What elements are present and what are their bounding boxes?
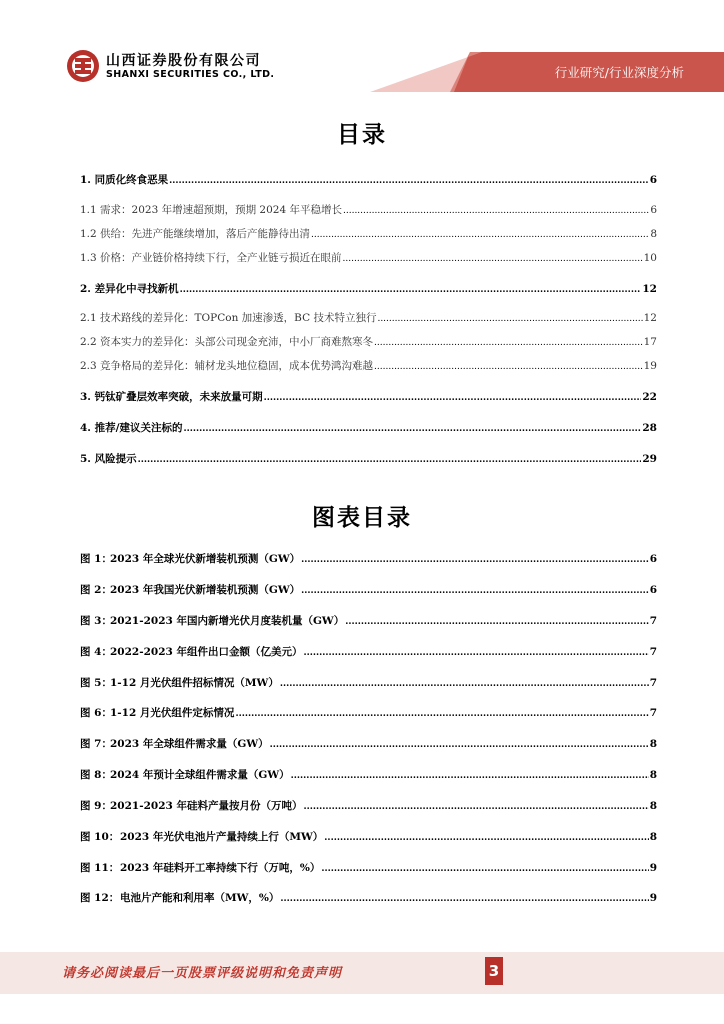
figure-page: 8	[649, 800, 657, 812]
leader-dots	[374, 362, 643, 372]
figure-entry-text	[80, 644, 302, 659]
leader-dots	[180, 285, 642, 295]
toc-entry-page: 29	[642, 453, 657, 465]
leader-dots	[321, 864, 648, 874]
figure-label: 1-12 月光伏组件招标情况（MW）	[110, 677, 279, 689]
page-number: 3	[485, 957, 503, 985]
figure-page: 7	[649, 677, 657, 689]
company-name-cn: 山西证券股份有限公司	[106, 53, 261, 69]
figure-label: 2023 年光伏电池片产量持续上行（MW）	[120, 831, 324, 843]
leader-dots	[311, 230, 649, 240]
leader-dots	[301, 555, 649, 565]
toc-entry-label: 2. 差异化中寻找新机	[80, 283, 179, 295]
toc-entry-label: 1.2 供给：先进产能继续增加，落后产能静待出清	[80, 228, 311, 240]
section-label: 行业研究/行业深度分析	[554, 65, 684, 80]
figure-entry[interactable]	[80, 613, 657, 631]
figure-label: 2024 年预计全球组件需求量（GW）	[110, 769, 290, 781]
figure-list-title: 图表目录	[312, 504, 412, 531]
figure-number: 图 12：	[80, 892, 120, 904]
toc-title: 目录	[337, 121, 387, 148]
toc-entry-page: 10	[643, 252, 657, 264]
toc-entry[interactable]	[80, 202, 657, 220]
figure-label: 1-12 月光伏组件定标情况	[110, 707, 235, 719]
figure-entry[interactable]	[80, 798, 657, 816]
figure-entry[interactable]	[80, 829, 657, 847]
figure-page: 8	[649, 769, 657, 781]
figure-label: 电池片产能和利用率（MW，%）	[120, 892, 280, 904]
toc-entry-label: 2.2 资本实力的差异化：头部公司现金充沛，中小厂商难熬寒冬	[80, 336, 374, 348]
leader-dots	[280, 679, 649, 689]
figure-number: 图 5：	[80, 677, 112, 689]
leader-dots	[374, 338, 643, 348]
figure-entry[interactable]	[80, 860, 657, 878]
leader-dots	[343, 206, 649, 216]
leader-dots	[377, 314, 642, 324]
figure-number: 图 3：	[80, 615, 112, 627]
figure-label: 2022-2023 年组件出口金额（亿美元）	[110, 646, 303, 658]
leader-dots	[301, 586, 649, 596]
toc-entry-label: 1.3 价格：产业链价格持续下行，全产业链亏损近在眼前	[80, 252, 342, 264]
toc-entry[interactable]	[80, 250, 657, 268]
figure-label: 2023 年硅料开工率持续下行（万吨，%）	[120, 862, 321, 874]
figure-number: 图 6：	[80, 707, 112, 719]
figure-page: 9	[649, 862, 657, 874]
toc-entry[interactable]	[80, 420, 657, 438]
toc-entry[interactable]	[80, 226, 657, 244]
page-header	[0, 0, 724, 92]
toc-entry-page: 17	[643, 336, 657, 348]
figure-page: 8	[649, 831, 657, 843]
toc-entry-page: 6	[650, 204, 657, 216]
figure-number: 图 11：	[80, 862, 120, 874]
figure-number: 图 7：	[80, 738, 112, 750]
leader-dots	[264, 393, 642, 403]
figure-entry-text	[80, 798, 302, 813]
toc-entry-page: 12	[643, 312, 657, 324]
figure-label: 2023 年全球光伏新增装机预测（GW）	[110, 553, 301, 565]
footer-disclaimer: 请务必阅读最后一页股票评级说明和免责声明	[62, 966, 343, 981]
toc-entry[interactable]	[80, 310, 657, 328]
figure-entry[interactable]	[80, 736, 657, 754]
toc-entry[interactable]	[80, 281, 657, 299]
toc-entry-page: 19	[643, 360, 657, 372]
figure-entry-text	[80, 860, 320, 875]
toc-entry[interactable]	[80, 172, 657, 190]
leader-dots	[280, 894, 648, 904]
figure-label: 2023 年我国光伏新增装机预测（GW）	[110, 584, 301, 596]
figure-entry-text	[80, 736, 269, 751]
figure-number: 图 10：	[80, 831, 120, 843]
toc-entry-page: 22	[642, 391, 657, 403]
figure-page: 8	[649, 738, 657, 750]
leader-dots	[345, 617, 648, 627]
leader-dots	[343, 254, 643, 264]
leader-dots	[138, 455, 642, 465]
leader-dots	[324, 833, 648, 843]
toc-entry-label: 2.1 技术路线的差异化：TOPCon 加速渗透，BC 技术特立独行	[80, 312, 377, 324]
figure-entry-text	[80, 613, 344, 628]
figure-number: 图 1：	[80, 553, 112, 565]
figure-entry-text	[80, 767, 290, 782]
figure-entry[interactable]	[80, 767, 657, 785]
toc-entry-page: 8	[650, 228, 657, 240]
figure-entry-text	[80, 675, 279, 690]
leader-dots	[235, 709, 648, 719]
leader-dots	[183, 424, 641, 434]
toc-entry-label: 2.3 竞争格局的差异化：辅材龙头地位稳固，成本优势鸿沟难越	[80, 360, 374, 372]
figure-entry[interactable]	[80, 675, 657, 693]
figure-page: 6	[649, 584, 657, 596]
leader-dots	[291, 771, 649, 781]
figure-entry-text	[80, 829, 323, 844]
toc-entry-label: 3. 钙钛矿叠层效率突破，未来放量可期	[80, 391, 263, 403]
toc-entry-label: 4. 推荐/建议关注标的	[80, 422, 183, 434]
figure-entry-text	[80, 705, 234, 720]
figure-entry-text	[80, 890, 279, 905]
figure-label: 2021-2023 年国内新增光伏月度装机量（GW）	[110, 615, 345, 627]
figure-page: 6	[649, 553, 657, 565]
figure-entry-text	[80, 582, 300, 597]
figure-entry[interactable]	[80, 582, 657, 600]
figure-number: 图 2：	[80, 584, 112, 596]
figure-entry[interactable]	[80, 705, 657, 723]
company-name-en: SHANXI SECURITIES CO., LTD.	[106, 69, 275, 80]
leader-dots	[169, 176, 649, 186]
figure-number: 图 8：	[80, 769, 112, 781]
figure-page: 7	[649, 646, 657, 658]
figure-entry[interactable]	[80, 644, 657, 662]
toc-entry-label: 1.1 需求：2023 年增速超预期，预期 2024 年平稳增长	[80, 204, 342, 216]
toc-entry[interactable]	[80, 389, 657, 407]
figure-page: 7	[649, 707, 657, 719]
toc-entry[interactable]	[80, 451, 657, 469]
figure-page: 7	[649, 615, 657, 627]
figure-entry[interactable]	[80, 551, 657, 569]
company-logo-icon	[66, 49, 100, 83]
toc-entry-label: 1. 同质化终食恶果	[80, 174, 169, 186]
figure-number: 图 4：	[80, 646, 112, 658]
toc-entry-page: 12	[642, 283, 657, 295]
figure-number: 图 9：	[80, 800, 112, 812]
leader-dots	[270, 740, 649, 750]
toc-entry-page: 6	[649, 174, 657, 186]
figure-label: 2023 年全球组件需求量（GW）	[110, 738, 269, 750]
toc-entry[interactable]	[80, 334, 657, 352]
figure-entry-text	[80, 551, 300, 566]
leader-dots	[303, 802, 648, 812]
figure-entry[interactable]	[80, 890, 657, 908]
toc-entry[interactable]	[80, 358, 657, 376]
figure-page: 9	[649, 892, 657, 904]
leader-dots	[303, 648, 648, 658]
figure-label: 2021-2023 年硅料产量按月份（万吨）	[110, 800, 303, 812]
toc-entry-page: 28	[642, 422, 657, 434]
toc-entry-label: 5. 风险提示	[80, 453, 137, 465]
